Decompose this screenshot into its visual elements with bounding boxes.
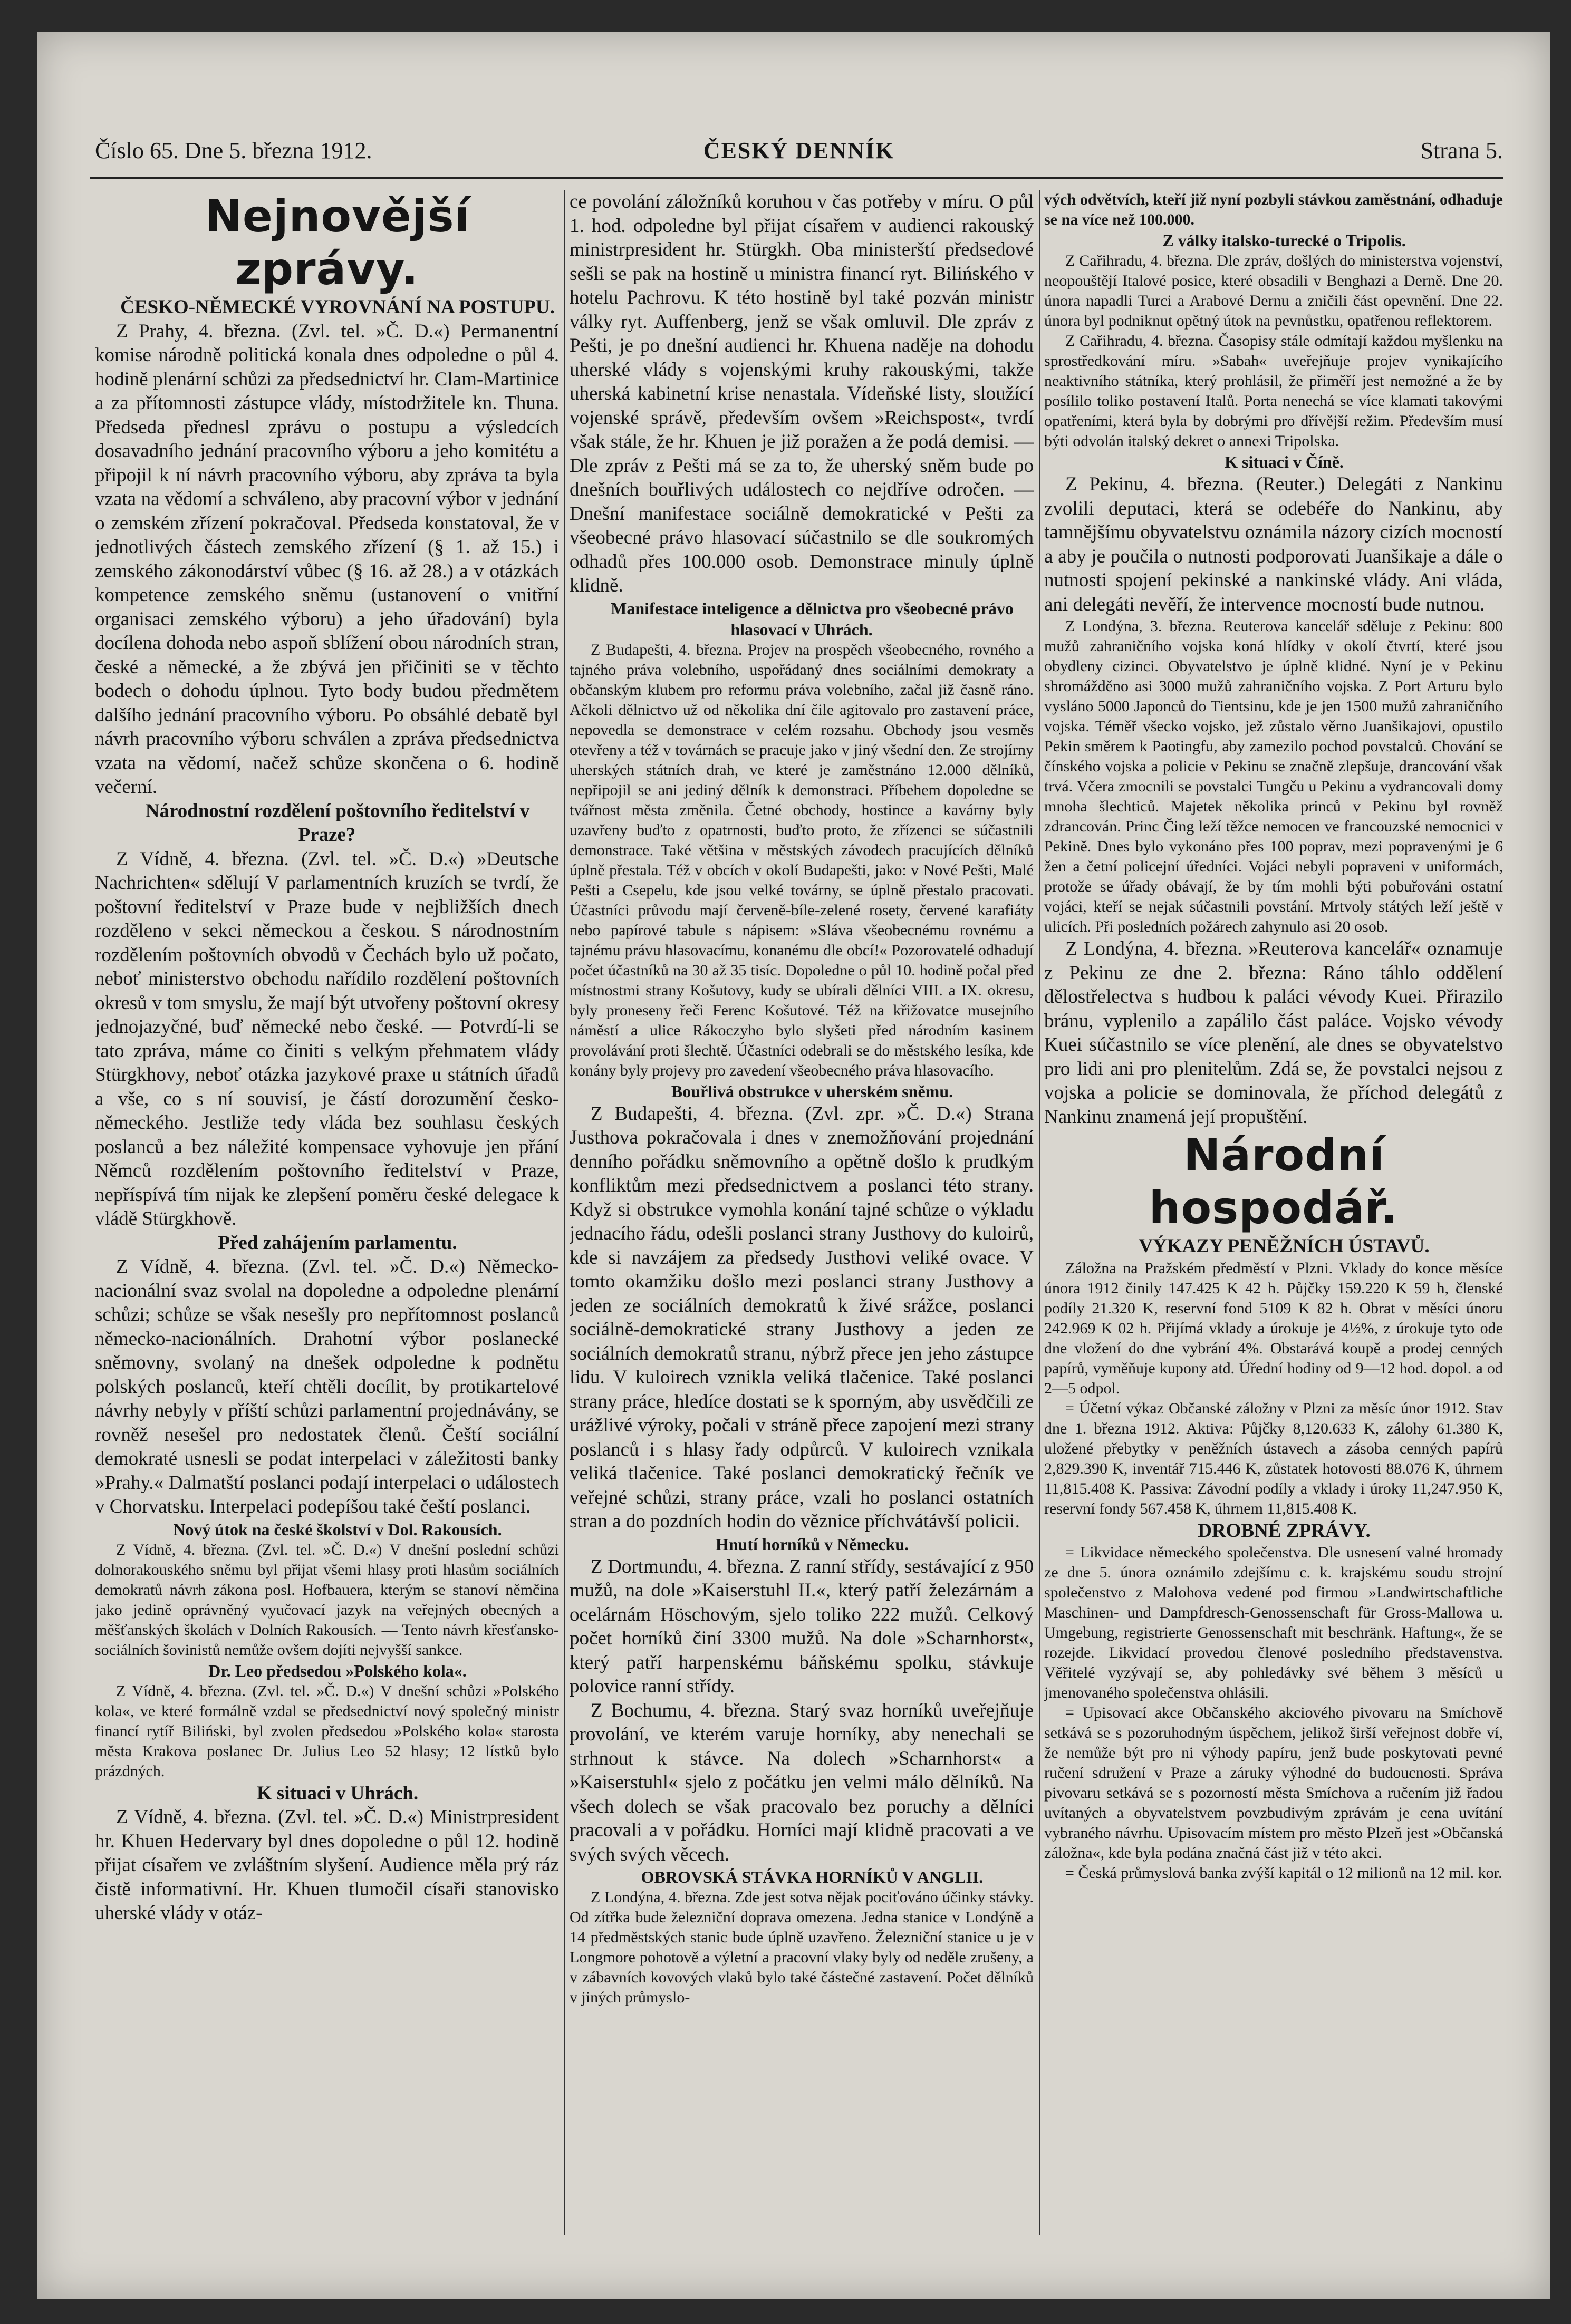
article-body: Z Vídně, 4. března. (Zvl. tel. »Č. D.«) Ministrpresident hr. Khuen Hedervary byl dnes dopoledne o půl 12. hodině přijat císařem ve zvláštním slyšení. Audience měla prý ráz čistě informativní. Hr. Khuen tlumočil císaři stanovisko uherské vlády v otáz- bbox=[95, 1806, 559, 1924]
column-2 bbox=[570, 190, 1034, 2246]
article-heading: Národnostní rozdělení poštovního ředitelství v Praze? bbox=[145, 800, 530, 846]
article-body: vých odvětvích, kteří již nyní pozbyli stávkou zaměstnání, odhaduje se na více než 100.000. bbox=[1044, 191, 1503, 228]
article-heading: VÝKAZY PENĚŽNÍCH ÚSTAVŮ. bbox=[1139, 1235, 1430, 1257]
article-heading: Bouřlivá obstrukce v uherském sněmu. bbox=[671, 1081, 953, 1101]
article-body: Z Cařihradu, 4. března. Dle zpráv, došlých do ministerstva vojenství, neopouštějí Italové posice, které obsadili v Benghazi a Derně. Dne 20. února napadli Turci a Arabové Dernu a zničili část opevnění. Dne 22. února byl podniknut opětný útok na pevnůstku, opatřenou reflektorem. bbox=[1044, 252, 1503, 330]
section-title-latest-news: Nejnovější zprávy. bbox=[205, 190, 470, 295]
page-number: Strana 5. bbox=[1420, 138, 1503, 163]
article-body: Z Dortmundu, 4. března. Z ranní střídy, sestávající z 950 mužů, na dole »Kaiserstuhl II.«, který patří železárnám a ocelárnám Höschovým, sjelo toliko 222 mužů. Celkový počet horníků činí 3300 mužů. Na dole »Scharnhorst«, který patří harpenskému báňskému spolku, stávkuje polovice ranní střídy. bbox=[570, 1555, 1034, 1697]
article-heading: Nový útok na české školství v Dol. Rakousích. bbox=[173, 1519, 502, 1539]
article-body: Z Bochumu, 4. března. Starý svaz horníků uveřejňuje provolání, ve kterém varuje horníky, aby nenechali se strhnout k stávce. Na dolech »Scharnhorst« a »Kaiserstuhl« sjelo z počátku jen velmi málo dělníků. Na všech dolech se však pracovalo bez poruchy a dělníci pracovali a v pořádku. Horníci mají klidně pracovati a ve svých svých věcech. bbox=[570, 1699, 1034, 1865]
article-body: Z Budapešti, 4. března. Projev na prospěch všeobecného, rovného a tajného práva volebního, uspořádaný dnes sociálními demokraty a občanským klubem pro reformu práva volebního, začal již časně ráno. Ačkoli dělnictvo už od několika dní čile agitovalo pro zastavení práce, nepovedla se demonstrace v celém rozsahu. Obchody jsou vesměs otevřeny a též v továrnách se pracuje jako v jiný všední den. Ze strojírny uherských státních drah, ve které je zaměstnáno 12.000 dělníků, nepřipojil se ani jediný dělník k demonstraci. Příbehem dopoledne se tvářnost města změnila. Četné obchody, hostince a kavárny byly uzavřeny buďto z opatrnosti, buďto proto, že zřízenci se súčastnili demonstrace. Také většina v městských závodech pracujících dělníků úplně přestala. Též v obcích v okolí Budapešti, jako: v Nové Pešti, Malé Pešti a Csepelu, kde jsou velké továrny, se úplně přestalo pracovati. Účastníci průvodu mají červeně-bíle-zelené rosety, červené karafiáty nebo papírové tabule s nápisem: »Sláva všeobecnému rovnému a tajnému právu hlasovacímu, konanému dle obcí!« Pozorovatelé odhadují počet účastníků na 30 až 35 tisíc. Dopoledne o půl 10. hodině počal před místnostmi strany Košutovy, kudy se ubírali dělníci VIII. a IX. okresu, byly proneseny řeči Ferenc Košutové. Též na křižovatce musejního náměstí a ulice Rákoczyho bylo slyšeti před národním kasinem provolávání proti šlechtě. Účastníci odebrali se do městského lesíka, kde konány byly projevy pro zavedení všeobecného práva hlasovacího. bbox=[570, 641, 1034, 1079]
column-1 bbox=[95, 190, 559, 2246]
column-3 bbox=[1044, 190, 1503, 2246]
issue-date: Číslo 65. Dne 5. března 1912. bbox=[95, 138, 372, 163]
article-body: Z Vídně, 4. března. (Zvl. tel. »Č. D.«) »Deutsche Nachrichten« sdělují V parlamentních kruzích se tvrdí, že poštovní ředitelství v Praze bude v nejbližších dnech rozděleno v sekci německou a českou. S národnostním rozdělením poštovních obvodů v Čechách bylo už počato, neboť ministerstvo obchodu nařídilo rozdělení poštovních okresů v tom smyslu, že mají být utvořeny poštovní okresy jednojazyčné, buď německé nebo české. — Potvrdí-li se tato zpráva, máme co činiti s velkým přehmatem vlády Stürgkhovy, neboť otázka jazykové praxe u státních úřadů a vše, co s ní souvisí, je částí dorozumění česko-německého. Jestliže tedy vláda bez souhlasu českých poslanců a bez náležité kompensace vyhovuje jen přání Němců rozdělením poštovního ředitelství v Praze, nepříspívá tím nijak ke zlepšení poměru české delegace k vládě Stürgkhově. bbox=[95, 848, 559, 1229]
article-body: = Upisovací akce Občanského akciového pivovaru na Smíchově setkává se s pozoruhodným úspěchem, jelikož širší veřejnost dobře ví, že nemůže být pro ni výhody papíru, jenž bude poskytovati pevné ručení sdružení v Praze a záruky výhodné do budoucnosti. Správa pivovaru setkává se s pozorností města Smíchova a ručením již řadou uvítaných a obyvatelstvem povzbudivým zprávám je cena uvítání vybraného návrhu. Upisovacím místem pro město Plzeň jest »Občanská záložna«, kde byla podána značná část již v této akci. bbox=[1044, 1704, 1503, 1862]
article-heading: OBROVSKÁ STÁVKA HORNÍKŮ V ANGLII. bbox=[641, 1867, 984, 1886]
column-divider bbox=[1039, 190, 1040, 2235]
column-divider bbox=[564, 190, 565, 2235]
article-heading: Manifestace inteligence a dělnictva pro všeobecné právo hlasovací v Uhrách. bbox=[611, 598, 1014, 639]
section-title-economy: Národní hospodář. bbox=[1149, 1129, 1399, 1234]
article-heading: DROBNÉ ZPRÁVY. bbox=[1198, 1519, 1371, 1542]
article-heading: Dr. Leo předsedou »Polského kola«. bbox=[208, 1661, 467, 1680]
article-body: Z Vídně, 4. března. (Zvl. tel. »Č. D.«) Německo-nacionální svaz svolal na dopoledne a odpoledne plenární schůzi; schůze se však nesešly pro nepřítomnost poslanců německo-nacionálních. Drahotní výbor poslanecké sněmovny, svolaný na dnešek odpoledne k podnětu polských poslanců, kteří chtěli docílit, by protikartelové návrhy nebyly v příští schůzi parlamentní projednávány, se rovněž nesešel pro nedostatek členů. Čeští sociální demokraté usnesli se podat interpelaci v záležitosti banky »Prahy.« Dalmatští poslanci podají interpelaci o událostech v Chorvatsku. Interpelaci podepíšou také čeští poslanci. bbox=[95, 1256, 559, 1517]
article-body: Z Prahy, 4. března. (Zvl. tel. »Č. D.«) Permanentní komise národně politická konala dnes odpoledne o půl 4. hodině plenární schůzi za předsednictví hr. Clam-Martinice a za přítomnosti zástupce vlády, místodržitele kn. Thuna. Předseda přednesl zprávu o postupu a výsledcích dosavadního jednání pracovního výboru a jeho komitétu a připojil k ní návrh pracovního výboru, aby zpráva ta byla vzata na vědomí a schváleno, aby pracovní výbor v jednání o zemském zřízení pokračoval. Předseda konstatoval, že v jednotlivých částech zemského zřízení (§ 1. až 15.) i zemského zákonodárství vůbec (§ 16. až 28.) a v otázkách kompetence zemského sněmu (ustanovení o vnitřní organisaci zemského výboru) a jeho úřadování) byla docílena dohoda nebo aspoň sblížení obou národních stran, české a německé, a že zbývá jen přičiniti se v těchto bodech o dohodu úplnou. Tyto body budou předmětem dalšího jednání pracovního výboru. Po obsáhlé debatě byl návrh pracovního výboru schválen a zpráva předsednictva vzata na vědomí, načež schůze skončena o 6. hodině večerní. bbox=[95, 320, 559, 798]
article-body: Z Pekinu, 4. března. (Reuter.) Delegáti z Nankinu zvolili deputaci, která se odebéře do Nankinu, aby tamnějšímu obyvatelstvu oznámila názory cizích mocností a aby je poučila o nutnosti podporovati Juanšikaje a dále o nutnosti spojení pekinské a nankinské vlády. Ani vláda, ani delegáti nevěří, že intervence mocností bude nutnou. bbox=[1044, 473, 1503, 615]
header-rule bbox=[90, 177, 1503, 179]
article-body: Z Londýna, 4. března. »Reuterova kancelář« oznamuje z Pekinu ze dne 2. března: Ráno táhlo oddělení dělostřelectva s hudbou k paláci vévody Kuei. Přirazilo bránu, vyplenilo a zapálilo část paláce. Vojsko vévody Kuei súčastnilo se více plenění, ale dnes se obyvatelstvo pro lidi ani pro plenitelům. Zdá se, že povstalci nejsou z vojska a policie se dominovala, že příchod delegátů z Nankinu znamená její propuštění. bbox=[1044, 938, 1503, 1128]
article-body: Z Vídně, 4. března. (Zvl. tel. »Č. D.«) V dnešní poslední schůzi dolnorakouského sněmu byl přijat všemi hlasy proti hlasům sociálních demokratů návrh zákona posl. Hofbauera, kterým se stanoví němčina jako jedině oprávněný vyučovací jazyk na veřejných obecných a měšťanských školách v Dolních Rakousích. — Tento návrh křesťansko-sociálních šovinistů nemůže ovšem dojíti nejvyšší sankce. bbox=[95, 1541, 559, 1659]
running-header bbox=[95, 137, 1503, 174]
article-body: Záložna na Pražském předměstí v Plzni. Vklady do konce měsíce února 1912 činily 147.425 K 42 h. Půjčky 159.220 K 59 h, členské podíly 21.320 K, reservní fond 5109 K 82 h. Obrat v měsíci únoru 242.969 K 02 h. Přijímá vklady a úrokuje je 4½%, z úrokuje tyto ode dne vložení do dne vybrání 4%. Obstarává koupě a prodej cenných papírů, vyměňuje kupony atd. Úřední hodiny od 9—12 hod. dopol. a od 2—5 odpol. bbox=[1044, 1259, 1503, 1397]
article-body: Z Vídně, 4. března. (Zvl. tel. »Č. D.«) V dnešní schůzi »Polského kola«, ve které formálně vzdal se předsednictví nový společný ministr financí rytíř Biliński, byl zvolen předsedou »Polského kola« starosta města Krakova poslanec Dr. Julius Leo 52 hlasy; 12 lístků bylo prázdných. bbox=[95, 1682, 559, 1780]
article-heading: Před zahájením parlamentu. bbox=[218, 1232, 457, 1254]
article-heading: K situaci v Číně. bbox=[1225, 452, 1344, 471]
article-heading: K situaci v Uhrách. bbox=[256, 1782, 419, 1804]
article-body: = Účetní výkaz Občanské záložny v Plzni za měsíc únor 1912. Stav dne 1. března 1912. Aktiva: Půjčky 8,120.633 K, zálohy 61.380 K, uložené přebytky v peněžních ústavech a zásoba cenných papírů 2,829.390 K, inventář 715.446 K, zůstatek hotovosti 88.076 K, úhrnem 11,815.408 K. Passiva: Závodní podíly a vklady i úroky 11,247.950 K, reservní fondy 567.458 K, úhrnem 11,815.408 K. bbox=[1044, 1399, 1503, 1517]
article-body: = Česká průmyslová banka zvýší kapitál o 12 milionů na 12 mil. kor. bbox=[1065, 1864, 1502, 1882]
article-body: = Likvidace německého společenstva. Dle usnesení valné hromady ze dne 5. února oznámilo zdejšímu c. k. krajskému soudu strojní společenstvo z Malohova vedené pod firmou »Landwirtschaftliche Maschinen- und Dampfdresch-Genossenschaft für Gross-Mallowa u. Umgebung, registrierte Genossenschaft mit beschränk. Haftung«, že se rozejde. Likvidací provedou členové posledního představenstva. Věřitelé vyzývají se, aby pohledávky své během 3 měsíců u jmenovaného společenstva ohlásili. bbox=[1044, 1544, 1503, 1701]
article-body: Z Londýna, 3. března. Reuterova kancelář sděluje z Pekinu: 800 mužů zahraničního vojska koná hlídky v okolí čtvrtí, které jsou obydleny cizinci. Obyvatelstvo je úplně klidné. Nyní je v Pekinu shromážděno asi 3000 mužů zahraničního vojska. Z Port Arturu bylo vysláno 5000 Japonců do Tientsinu, kde je jen 1500 mužů zahraničního vojska. Téměř všecko vojsko, jež zůstalo věrno Juanšikajovi, opustilo Pekin směrem k Paotingfu, aby zamezilo pochod povstalců. Chování se čínského vojska a policie v Pekinu se značně zlepšuje, drancování však trvá. Včera zmocnili se povstalci Tungču u Pekinu a vydrancovali domy mnoha šlechticů. Majetek několika princů v Pekinu byl rovněž zdrancován. Princ Čing leží těžce nemocen ve francouzské nemocnici v Pekině. Dnes bylo vykonáno přes 100 poprav, mezi popravenými je 6 žen a četní policejní úředníci. Vojáci nebyli popraveni v uniformách, protože se úřady obávají, že by tím mohli býti pobuřováni ostatní vojáci, kteří se nejak súčastnili povstání. Mrtvoly státých leží ještě v ulicích. Při posledních požárech zahynulo asi 20 osob. bbox=[1044, 617, 1503, 935]
article-body: Z Londýna, 4. března. Zde jest sotva nějak pociťováno účinky stávky. Od zítřka bude železniční doprava omezena. Jedna stanice v Londýně a 14 předměstských stanic bude úplně uzavřeno. Železniční stanice u je v Longmore pohotově a výletní a pracovní vlaky byly od neděle zrušeny, a v zábavních kovových vlaků bylo také částečné zastavení. Počet dělníků v jiných průmyslo- bbox=[570, 1889, 1034, 2006]
article-body: Z Budapešti, 4. března. (Zvl. zpr. »Č. D.«) Strana Justhova pokračovala i dnes v znemožňování projednání denního pořádku sněmovního a opětně došlo k prudkým konfliktům mezi předsednictvem a poslanci této strany. Když si obstrukce vymohla konání tajné schůze o výkladu jednacího řádu, odešli poslanci strany Justhovy do kuloirů, kde si navzájem za předsedy Justhovi veliké ovace. V tomto okamžiku došlo mezi poslanci strany Justhovy a jeden ze sociálních demokratů k živé srážce, poslanci sociálně-demokratické strany Justhovy a jeden ze sociálních demokratů stranu, nýbrž přece jen jeho zástupce lidu. V kuloirech vznikla veliká tlačenice. Také poslanci strany práce, hledíce dostati se k sporným, aby usvědčili ze urážlivé výroky, počali v stráně přece zapojení mezi strany poslanců i s hlasy řady odpůrců. V kuloirech vznikala veliká tlačenice. Také poslanci demokratický řečník ve veřejné schůzi, strany práce, vzali ho poslanci ostatních stran a do pozdních hodin do věznice příchvátávší policii. bbox=[570, 1102, 1034, 1532]
article-heading: Z války italsko-turecké o Tripolis. bbox=[1162, 231, 1406, 250]
article-body: ce povolání záložníků koruhou v čas potřeby v míru. O půl 1. hod. odpoledne byl přijat císařem v audienci rakouský ministrpresident hr. Stürgkh. Oba ministerští předsedové sešli se pak na hostině u ministra financí ryt. Bilińského v hotelu Pachrovu. K této hostině byl také pozván ministr války ryt. Auffenberg, jenž se však omluvil. Dle zpráv z Pešti, je po dnešní audienci hr. Khuena naděje na dohodu uherské vlády s vojenskými kruhy rakouskými, takže uherská kabinetní krise nenastala. Vídeňské listy, sloužící vojenské správě, především ovšem »Reichspost«, tvrdí však stále, že hr. Khuen je již poražen a že podá demisi. — Dle zpráv z Pešti má se za to, že uherský sněm bude po dnešních bouřlivých událostech co nejdříve odročen. — Dnešní manifestace sociálně demokratické v Pešti za všeobecné právo hlasovací súčastnilo se dle soukromých odhadů přes 100.000 osob. Demonstrace minuly úplně klidně. bbox=[570, 191, 1034, 596]
article-body: Z Cařihradu, 4. března. Časopisy stále odmítají každou myšlenku na sprostředkování míru. »Sabah« uveřejňuje projev vynikajícího neaktivního státníka, který prohlásil, že přiměří jest nemožné a že by posílilo toliko postavení Italů. Porta nenechá se více klamati takovými opatřeními, která byla by dobrými pro dřívější režim. Především musí býti odvolán italský dekret o annexi Tripolska. bbox=[1044, 332, 1503, 450]
article-heading: ČESKO-NĚMECKÉ VYROVNÁNÍ NA POSTUPU. bbox=[120, 296, 555, 318]
article-heading: Hnutí horníků v Německu. bbox=[715, 1534, 909, 1554]
newspaper-page bbox=[37, 32, 1550, 2299]
masthead: ČESKÝ DENNÍK bbox=[703, 138, 895, 163]
